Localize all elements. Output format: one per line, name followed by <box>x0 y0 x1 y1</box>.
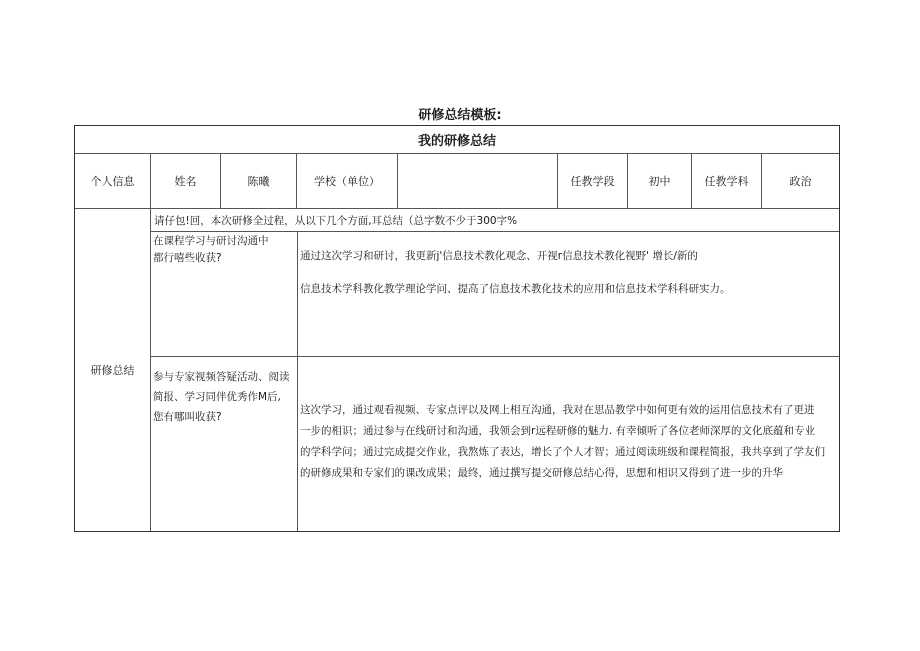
q1-question <box>150 231 297 356</box>
table-heading: 我的研修总结 <box>417 134 496 149</box>
name-value: 陈曦 <box>220 153 296 208</box>
summary-table <box>74 125 840 532</box>
q1-answer-line: 通过这次学习和研讨，我更新j'信息技术教化观念、开视r信息技术教化视野' 增长/新的 <box>300 250 698 262</box>
q1-answer-line: 信息技术学科教化教学理论学问、提高了信息技术教化技术的应用和信息技术学科科研实力。 <box>300 283 731 295</box>
summary-section-label: 研修总结 <box>75 208 150 531</box>
q2-question <box>150 356 297 531</box>
summary-instruction: 请仔包!回，本次研修全过程，从以下几个方面,耳总结（总字数不少于300字% <box>150 208 839 231</box>
teaching-subject-label: 任教学科 <box>691 153 761 208</box>
q2-answer-line: 一步的相识；通过参与在线研讨和沟通，我领会到r远程研修的魅力. 有幸倾听了各位老师深厚的文化底蕴和专业 <box>300 425 815 437</box>
school-label: 学校（单位） <box>296 153 397 208</box>
school-value <box>397 153 557 208</box>
teaching-stage-value: 初中 <box>627 153 691 208</box>
teaching-subject-value: 政治 <box>761 153 839 208</box>
q2-answer <box>297 356 839 531</box>
name-label: 姓名 <box>150 153 220 208</box>
q2-question-line: 参与专家视频答疑活动、阅读 <box>153 371 290 383</box>
q2-answer-line: 的研修成果和专家们的课改成果；最终，通过撰写提交研修总结心得，思想和相识又得到了进一步的升华 <box>300 467 783 479</box>
q1-question-line: 都行嘻些收获? <box>153 252 222 264</box>
q2-question-line: 您有哪叫收获? <box>153 411 222 423</box>
q1-answer <box>297 231 839 356</box>
q2-answer-text <box>300 400 838 484</box>
q2-answer-line: 的学科学问；通过完成提交作业，我熬炼了表达，增长了个人才智；通过阅读班级和课程简报，我共享到了学友们 <box>300 446 825 458</box>
document-title: 研修总结模板: <box>418 108 502 123</box>
teaching-stage-label: 任教学段 <box>557 153 627 208</box>
q2-question-line: 简报、学习同伴优秀作M后, <box>153 391 281 403</box>
q2-answer-line: 这次学习，通过观看视频、专家点评以及网上相互沟通，我对在思品教学中如何更有效的运用信息技术有了更进 <box>300 404 815 416</box>
personal-info-label: 个人信息 <box>75 153 150 208</box>
q1-question-line: 在课程学习与研讨沟通中 <box>153 235 269 247</box>
